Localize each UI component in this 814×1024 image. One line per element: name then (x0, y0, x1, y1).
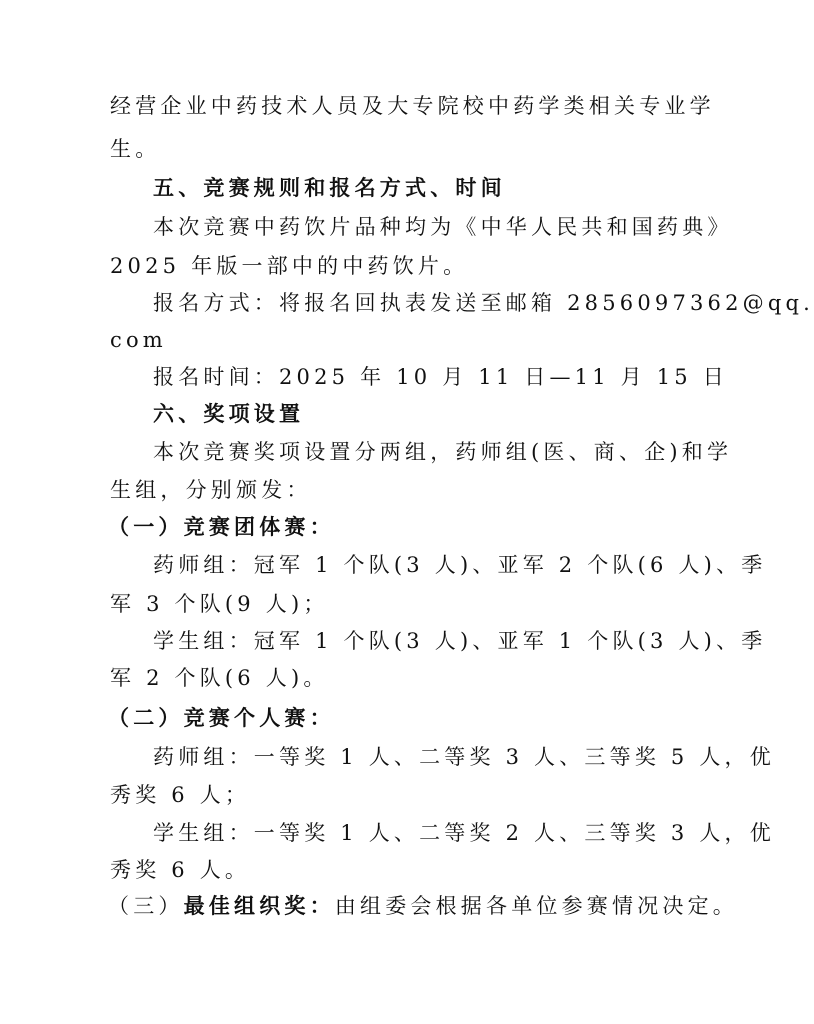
paragraph-line: 2025 年版一部中的中药饮片。 (110, 254, 469, 278)
paragraph-line: 学生组：一等奖 1 人、二等奖 2 人、三等奖 3 人，优 (153, 821, 775, 845)
award-prefix: （三） (108, 894, 184, 918)
paragraph-line: 药师组：一等奖 1 人、二等奖 3 人、三等奖 5 人，优 (153, 745, 775, 769)
paragraph-line: 秀奖 6 人； (110, 783, 251, 807)
registration-time: 报名时间：2025 年 10 月 11 日—11 月 15 日 (153, 365, 728, 389)
paragraph-line: 药师组：冠军 1 个队(3 人)、亚军 2 个队(6 人)、季 (153, 553, 767, 577)
paragraph-line: 秀奖 6 人。 (110, 858, 251, 882)
section-heading: 五、竞赛规则和报名方式、时间 (153, 176, 506, 200)
paragraph-line: 本次竞赛中药饮片品种均为《中华人民共和国药典》 (153, 215, 733, 239)
subsection-heading: （二）竞赛个人赛： (108, 706, 335, 730)
subsection-heading: （一）竞赛团体赛： (108, 515, 335, 539)
paragraph-line: 学生组：冠军 1 个队(3 人)、亚军 1 个队(3 人)、季 (153, 629, 767, 653)
section-heading: 六、奖项设置 (153, 402, 305, 426)
paragraph-line: 经营企业中药技术人员及大专院校中药学类相关专业学 (110, 94, 715, 118)
paragraph-line: com (110, 328, 167, 352)
paragraph-line: 军 2 个队(6 人)。 (110, 666, 329, 690)
paragraph-line: 生。 (110, 137, 161, 161)
paragraph-line: 军 3 个队(9 人)； (110, 592, 329, 616)
award-text: 由组委会根据各单位参赛情况决定。 (334, 894, 739, 918)
paragraph-line: 本次竞赛奖项设置分两组，药师组(医、商、企)和学 (153, 440, 733, 464)
paragraph-line: 生组，分别颁发： (110, 478, 312, 502)
registration-method: 报名方式：将报名回执表发送至邮箱 2856097362@qq. (153, 291, 814, 315)
best-organization-award (108, 893, 738, 919)
award-title: 最佳组织奖： (183, 894, 335, 918)
